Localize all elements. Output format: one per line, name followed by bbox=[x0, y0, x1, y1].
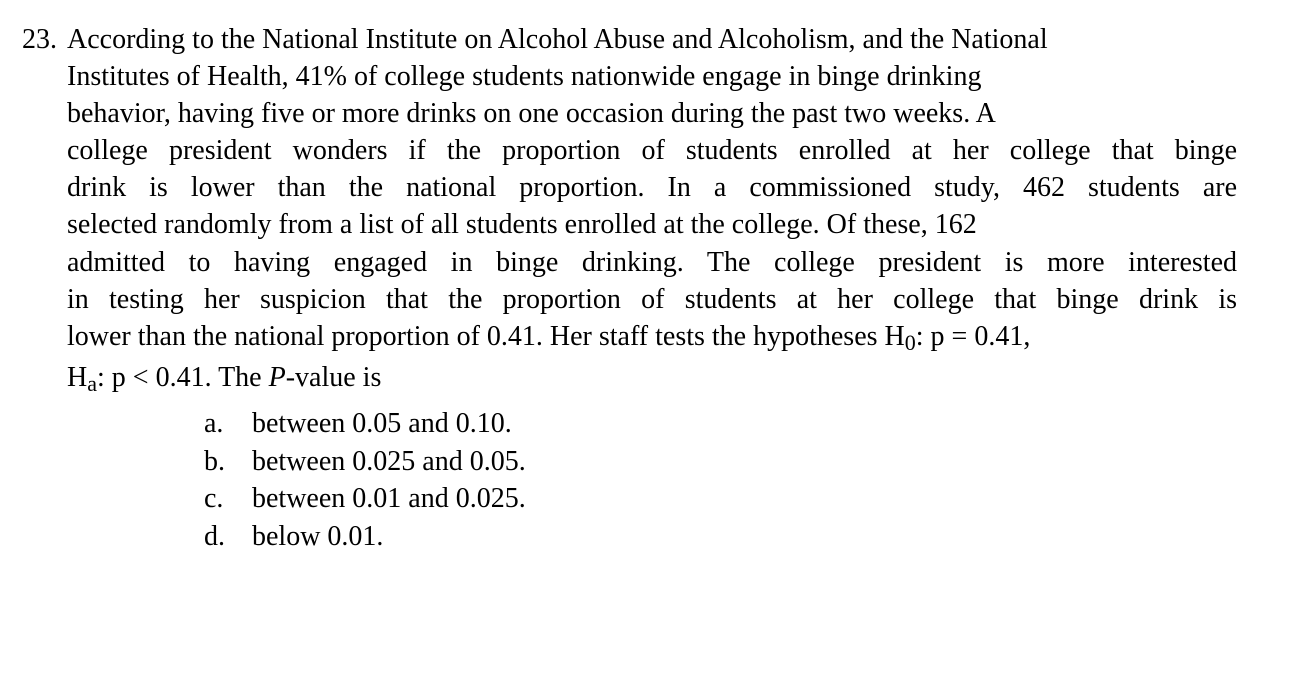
choice-a bbox=[204, 405, 526, 443]
question-line-hypothesis-alt bbox=[67, 355, 1237, 395]
question-line: college president wonders if the proportion of students enrolled at her college that binge bbox=[67, 135, 1237, 167]
choice-letter: d. bbox=[204, 520, 225, 552]
ha-subscript: a bbox=[87, 370, 97, 396]
choice-d bbox=[204, 518, 526, 556]
pvalue-italic: P bbox=[268, 361, 286, 393]
question-line: Institutes of Health, 41% of college students nationwide engage in binge drinking bbox=[67, 61, 982, 93]
choice-letter: a. bbox=[204, 408, 224, 439]
ha-main: H bbox=[67, 361, 88, 393]
choice-c bbox=[204, 480, 526, 518]
question-text bbox=[67, 21, 1237, 395]
question-number: 23. bbox=[22, 24, 57, 55]
choice-letter: c. bbox=[204, 483, 224, 514]
question-line: behavior, having five or more drinks on one occasion during the past two weeks. A bbox=[67, 98, 996, 130]
h0-subscript: 0 bbox=[904, 329, 916, 355]
choice-text: between 0.025 and 0.05. bbox=[252, 445, 526, 477]
question-line: admitted to having engaged in binge drinking. The college president is more interested bbox=[67, 246, 1237, 278]
choice-text: between 0.05 and 0.10. bbox=[252, 408, 512, 439]
choice-letter: b. bbox=[204, 445, 225, 477]
answer-choices bbox=[204, 405, 526, 555]
pvalue-tail: -value is bbox=[285, 361, 382, 393]
question-line: in testing her suspicion that the proportion of students at her college that binge drink is bbox=[67, 283, 1237, 315]
question-line: selected randomly from a list of all students enrolled at the college. Of these, 162 bbox=[67, 209, 977, 241]
question-line: drink is lower than the national proportion. In a commissioned study, 462 students are bbox=[67, 172, 1237, 204]
choice-text: below 0.01. bbox=[252, 520, 384, 552]
choice-b bbox=[204, 443, 526, 481]
ha-tail: : p < 0.41. The bbox=[97, 361, 269, 393]
choice-text: between 0.01 and 0.025. bbox=[252, 483, 526, 514]
question-line: According to the National Institute on Alcohol Abuse and Alcoholism, and the National bbox=[67, 24, 1048, 55]
h0-tail: : p = 0.41, bbox=[915, 320, 1031, 352]
question-line-hypothesis-null bbox=[67, 318, 1237, 355]
question-line-text: lower than the national proportion of 0.41. Her staff tests the hypotheses H bbox=[67, 320, 905, 352]
